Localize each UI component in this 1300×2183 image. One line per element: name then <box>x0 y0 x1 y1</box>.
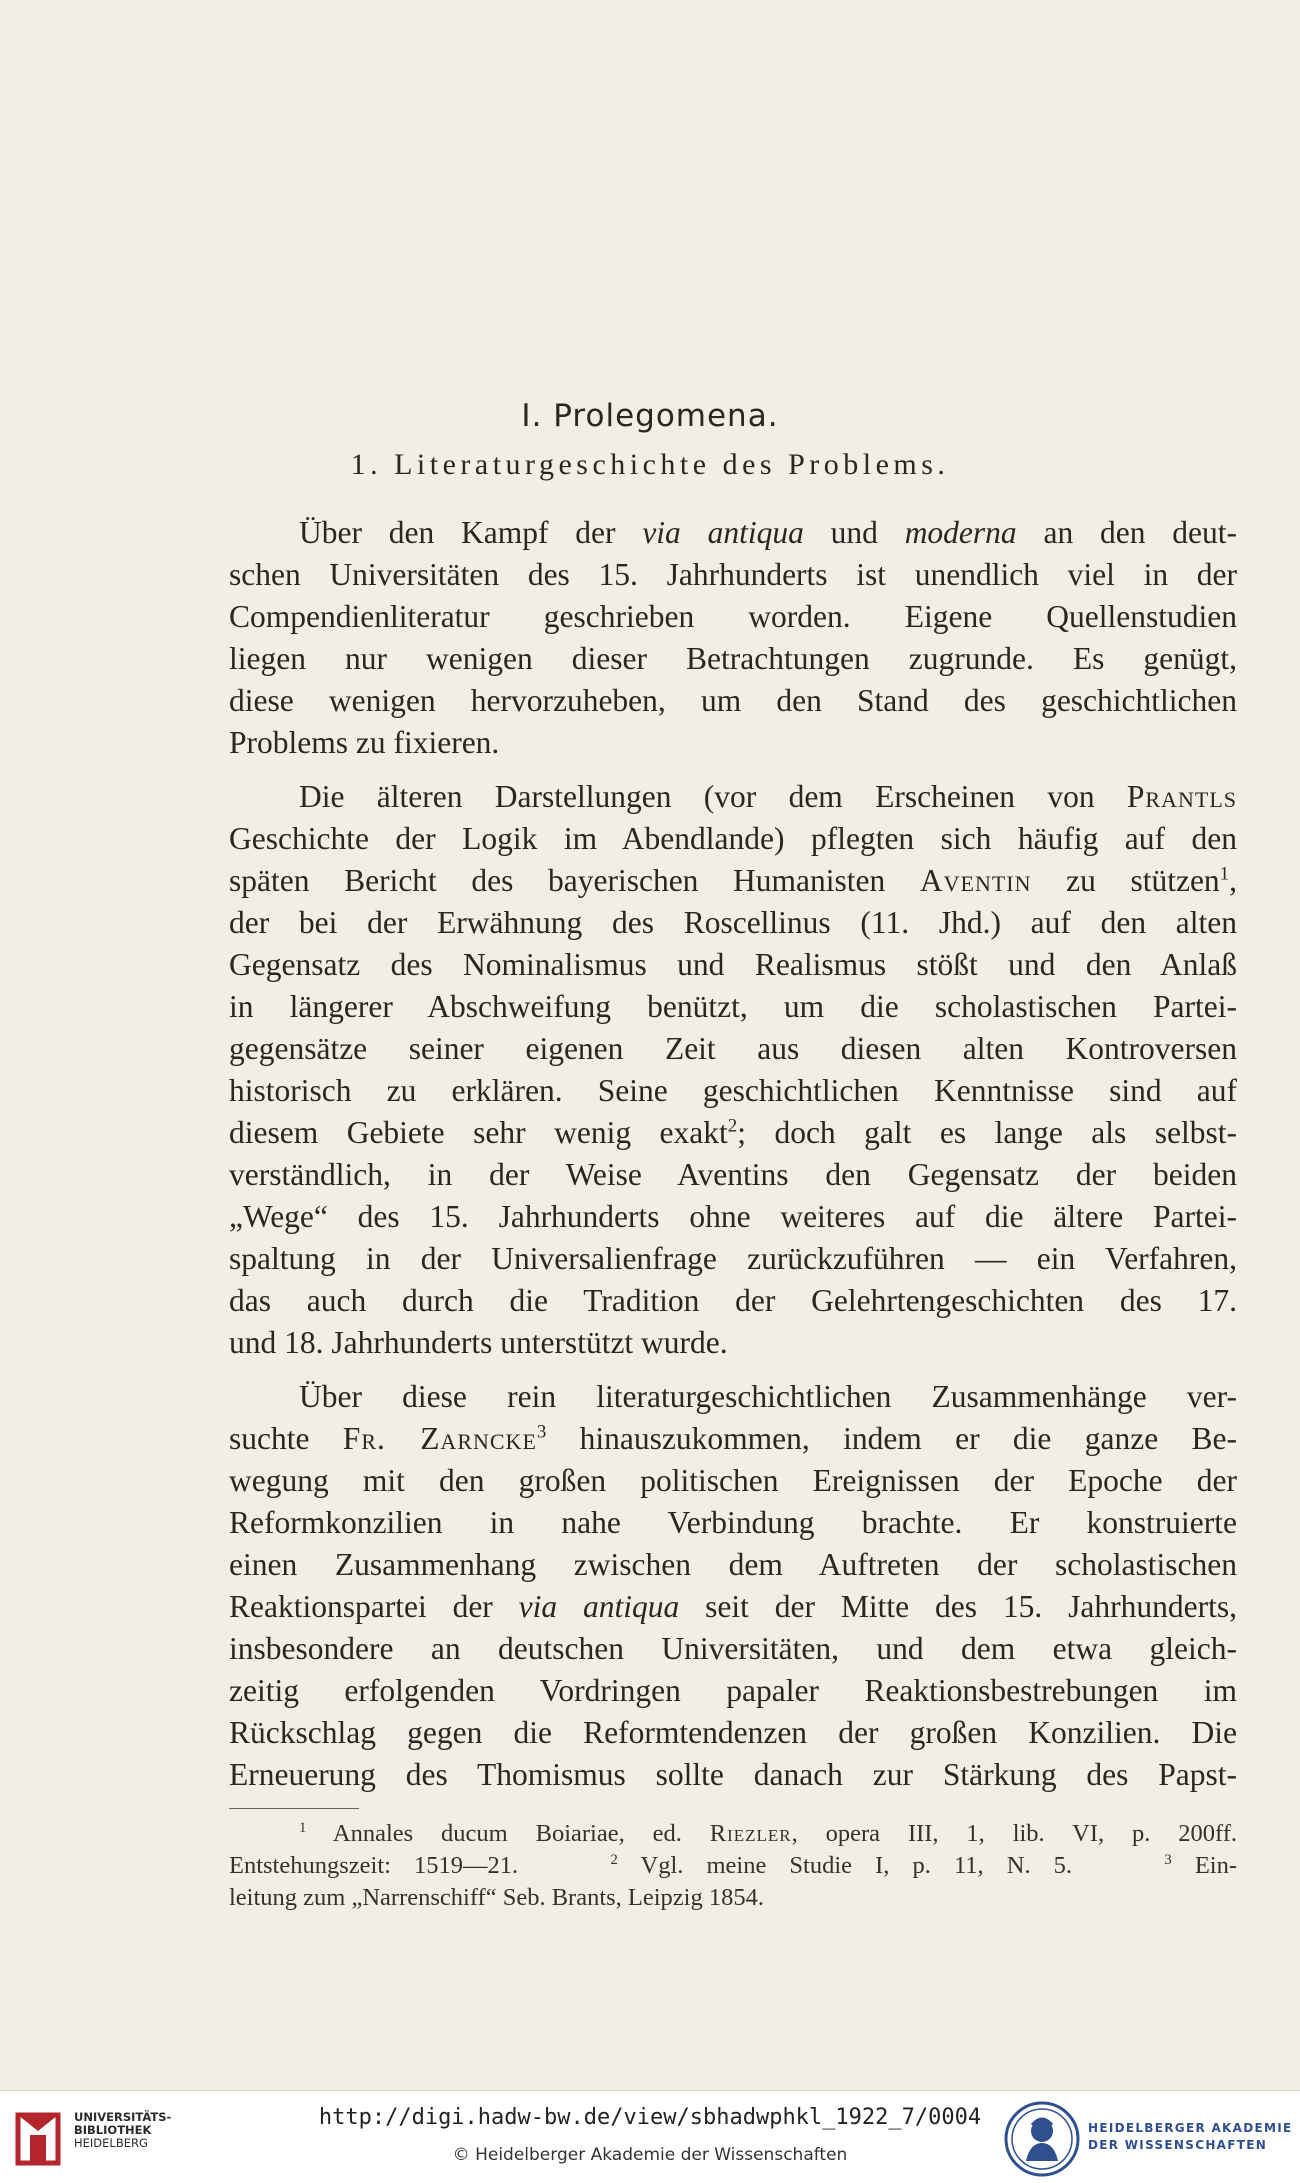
body-line: Compendienliteratur geschrieben worden. Eigene Quellenstudien <box>229 599 1237 634</box>
body-line: Über diese rein literaturgeschichtlichen Zusammenhänge ver- <box>299 1379 1237 1414</box>
body-line: verständlich, in der Weise Aventins den Gegensatz der beiden <box>229 1157 1237 1192</box>
academy-name <box>1088 2120 1293 2154</box>
body-line: diesem Gebiete sehr wenig exakt$^2$; doch galt es lange als selbst- <box>229 1115 1237 1150</box>
body-line: wegung mit den großen politischen Ereignissen der Epoche der <box>229 1463 1237 1498</box>
body-line: liegen nur wenigen dieser Betrachtungen zugrunde. Es genügt, <box>229 641 1237 676</box>
body-line: „Wege“ des 15. Jahrhunderts ohne weiteres auf die ältere Partei- <box>229 1199 1237 1234</box>
body-line: in längerer Abschweifung benützt, um die scholastischen Partei- <box>229 989 1237 1024</box>
library-name-line: UNIVERSITÄTS- <box>74 2110 172 2124</box>
body-line: diese wenigen hervorzuheben, um den Stand des geschichtlichen <box>229 683 1237 718</box>
body-line: und 18. Jahrhunderts unterstützt wurde. <box>229 1325 728 1360</box>
body-line: spaltung in der Universalienfrage zurückzuführen — ein Verfahren, <box>229 1241 1237 1276</box>
body-line: einen Zusammenhang zwischen dem Auftreten der scholastischen <box>229 1547 1237 1582</box>
body-line: Geschichte der Logik im Abendlande) pflegten sich häufig auf den <box>229 821 1237 856</box>
body-line: das auch durch die Tradition der Gelehrtengeschichten des 17. <box>229 1283 1237 1318</box>
body-line: Reformkonzilien in nahe Verbindung brachte. Er konstruierte <box>229 1505 1237 1540</box>
footnote-line: leitung zum „Narrenschiff“ Seb. Brants, Leipzig 1854. <box>229 1884 764 1911</box>
body-line: Reaktionspartei der via antiqua seit der Mitte des 15. Jahrhunderts, <box>229 1589 1237 1624</box>
body-line: späten Bericht des bayerischen Humanisten Aventin zu stützen$^1$, <box>229 863 1237 898</box>
copyright-notice: © Heidelberger Akademie der Wissenschaften <box>452 2145 848 2165</box>
library-name-line: HEIDELBERG <box>74 2136 148 2150</box>
academy-name-line: DER WISSENSCHAFTEN <box>1088 2138 1268 2152</box>
library-name-line: BIBLIOTHEK <box>74 2123 152 2137</box>
body-line: suchte Fr. Zarncke$^3$ hinauszukommen, indem er die ganze Be- <box>229 1421 1237 1456</box>
body-line: zeitig erfolgenden Vordringen papaler Reaktionsbestrebungen im <box>229 1673 1237 1708</box>
footnote-line: Entstehungszeit: 1519—21. $^2$ Vgl. meine Studie I, p. 11, N. 5. $^3$ Ein- <box>229 1851 1238 1879</box>
body-line: Gegensatz des Nominalismus und Realismus stößt und den Anlaß <box>229 947 1237 982</box>
viewer-footer <box>0 2090 1300 2183</box>
academy-name-line: HEIDELBERGER AKADEMIE <box>1088 2121 1293 2135</box>
body-line: historisch zu erklären. Seine geschichtlichen Kenntnisse sind auf <box>229 1073 1237 1108</box>
body-line: Über den Kampf der via antiqua und moderna an den deut- <box>299 515 1237 550</box>
footnote-divider <box>229 1808 359 1809</box>
academy-seal-icon[interactable] <box>1002 2099 1082 2179</box>
permalink-url[interactable]: http://digi.hadw-bw.de/view/sbhadwphkl_1922_7/0004 <box>318 2105 982 2130</box>
body-line: der bei der Erwähnung des Roscellinus (11. Jhd.) auf den alten <box>229 905 1237 940</box>
body-line: insbesondere an deutschen Universitäten, und dem etwa gleich- <box>229 1631 1237 1666</box>
footnote-line: $^1$ Annales ducum Boiariae, ed. Riezler, opera III, 1, lib. VI, p. 200ff. <box>299 1819 1237 1847</box>
chapter-heading: I. Prolegomena. <box>521 398 779 434</box>
body-line: Erneuerung des Thomismus sollte danach zur Stärkung des Papst- <box>229 1757 1237 1792</box>
body-line: Die älteren Darstellungen (vor dem Erscheinen von Prantls <box>299 779 1237 814</box>
section-heading: 1. Literaturgeschichte des Problems. <box>350 448 950 481</box>
body-line: Problems zu fixieren. <box>229 725 500 760</box>
body-line: Rückschlag gegen die Reformtendenzen der großen Konzilien. Die <box>229 1715 1237 1750</box>
body-line: schen Universitäten des 15. Jahrhunderts ist unendlich viel in der <box>229 557 1237 592</box>
body-line: gegensätze seiner eigenen Zeit aus diesen alten Kontroversen <box>229 1031 1237 1066</box>
